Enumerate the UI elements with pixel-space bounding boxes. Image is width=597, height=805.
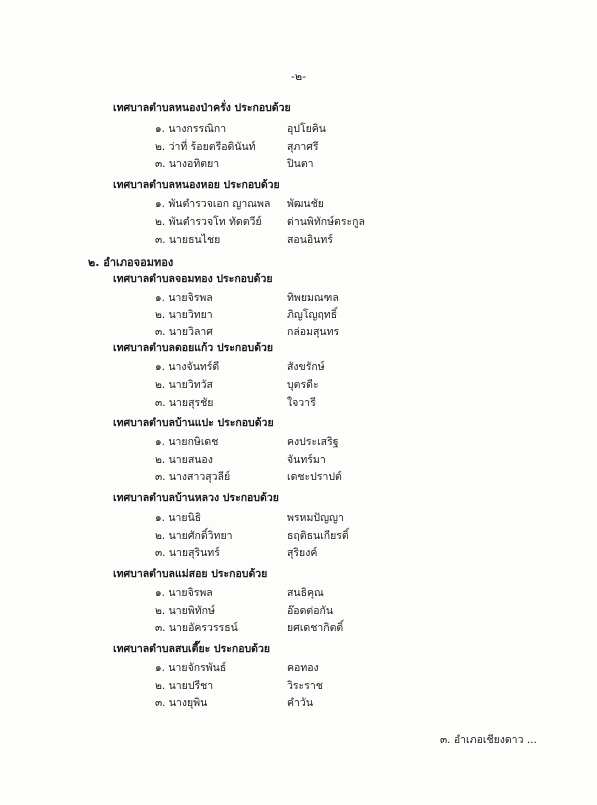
member-row [0,376,597,392]
member-name: ๒. พันตำรวจโท ทัดตวีย์ [155,216,262,228]
member-surname: คำวัน [287,697,313,709]
member-surname: พรหมปัญญา [287,512,344,524]
member-row [0,120,597,136]
member-surname: สุภาศรี [287,141,319,153]
member-name: ๓. นายวิลาศ [155,326,213,338]
member-surname: ใจวารี [287,397,316,409]
member-name: ๑. นางกรรณิกา [155,123,227,135]
subdistrict-title: เทศบาลตำบลหนองหอย ประกอบด้วย [113,179,280,191]
member-row [0,602,597,618]
member-surname: สนธิคุณ [287,587,324,599]
member-row [0,231,597,247]
member-row [0,213,597,229]
member-surname: คอทอง [287,662,319,674]
member-name: ๒. ว่าที่ ร้อยตรีอดินันท์ [155,141,256,153]
member-name: ๓. นายสุรินทร์ [155,547,220,559]
member-name: ๓. นายอัครวรรธน์ [155,622,238,634]
member-row [0,468,597,484]
member-row [0,451,597,467]
member-surname: อุปโยคิน [287,123,326,135]
member-name: ๑. นายจิรพล [155,587,213,599]
member-surname: จันทร์มา [287,454,326,466]
member-name: ๒. นายวิทวัส [155,379,213,391]
member-name: ๑. นายนิธิ [155,512,202,524]
member-surname: เดชะปราปต์ [287,471,342,483]
member-name: ๓. นางอทิตยา [155,158,220,170]
member-name: ๓. นางยุพิน [155,697,208,709]
member-row [0,138,597,154]
subdistrict-title: เทศบาลตำบลบ้านแปะ ประกอบด้วย [113,417,274,429]
member-row [0,584,597,600]
member-name: ๓. นายธนไชย [155,234,221,246]
member-name: ๒. นายปรีชา [155,680,214,692]
member-row [0,544,597,560]
member-name: ๓. นายสุรชัย [155,397,214,409]
district-heading: ๒. อำเภอจอมทอง [88,256,174,269]
member-surname: สังขรักษ์ [287,361,325,373]
member-surname: บุตรดีะ [287,379,319,391]
member-row [0,433,597,449]
member-row [0,195,597,211]
member-surname: คงประเสริฐ [287,436,339,448]
member-name: ๒. นายศักดิ์วิทยา [155,530,233,542]
footer-continuation: ๓. อำเภอเชียงดาว ... [440,734,537,746]
member-row [0,358,597,374]
member-surname: วิระราช [287,680,323,692]
page-number: -๒- [290,70,307,83]
member-surname: ด่านพิทักษ์ตระกูล [287,216,365,228]
member-row [0,306,597,322]
member-surname: ยศเดชากิตติ์ [287,622,344,634]
member-name: ๑. พันตำรวจเอก ญาณพล [155,198,271,210]
member-row [0,694,597,710]
member-surname: กล่อมสุนทร [287,326,340,338]
subdistrict-title: เทศบาลตำบลหนองป่าครั่ง ประกอบด้วย [113,102,291,114]
member-row [0,289,597,305]
member-surname: ภิญโญฤทธิ์ [287,309,338,321]
member-surname: ทิพยมณฑล [287,292,339,304]
member-surname: พัฒนชัย [287,198,324,210]
member-row [0,155,597,171]
member-name: ๒. นายสนอง [155,454,213,466]
member-row [0,527,597,543]
member-name: ๑. นางจันทร์ดี [155,361,220,373]
subdistrict-title: เทศบาลตำบลบ้านหลวง ประกอบด้วย [113,492,279,504]
subdistrict-title: เทศบาลตำบลแม่สอย ประกอบด้วย [113,568,268,580]
member-surname: อ๊อดต่อกัน [287,605,334,617]
member-row [0,619,597,635]
member-name: ๑. นายกษิเดช [155,436,219,448]
member-row [0,509,597,525]
member-surname: ธฤติธนเกียรติ์ [287,530,349,542]
member-surname: สอนอินทร์ [287,234,333,246]
subdistrict-title: เทศบาลตำบลจอมทอง ประกอบด้วย [113,273,273,285]
member-surname: ปินตา [287,158,314,170]
member-row [0,659,597,675]
member-name: ๓. นางสาวสุวลีย์ [155,471,231,483]
member-surname: สุริยงค์ [287,547,318,559]
member-row [0,677,597,693]
member-row [0,394,597,410]
member-row [0,323,597,339]
subdistrict-title: เทศบาลตำบลสบเตี๊ยะ ประกอบด้วย [113,643,271,655]
subdistrict-title: เทศบาลตำบลดอยแก้ว ประกอบด้วย [113,342,274,354]
member-name: ๑. นายจิรพล [155,292,213,304]
member-name: ๒. นายพิทักษ์ [155,605,215,617]
member-name: ๒. นายวิทยา [155,309,213,321]
member-name: ๑. นายจักรพันธ์ [155,662,227,674]
